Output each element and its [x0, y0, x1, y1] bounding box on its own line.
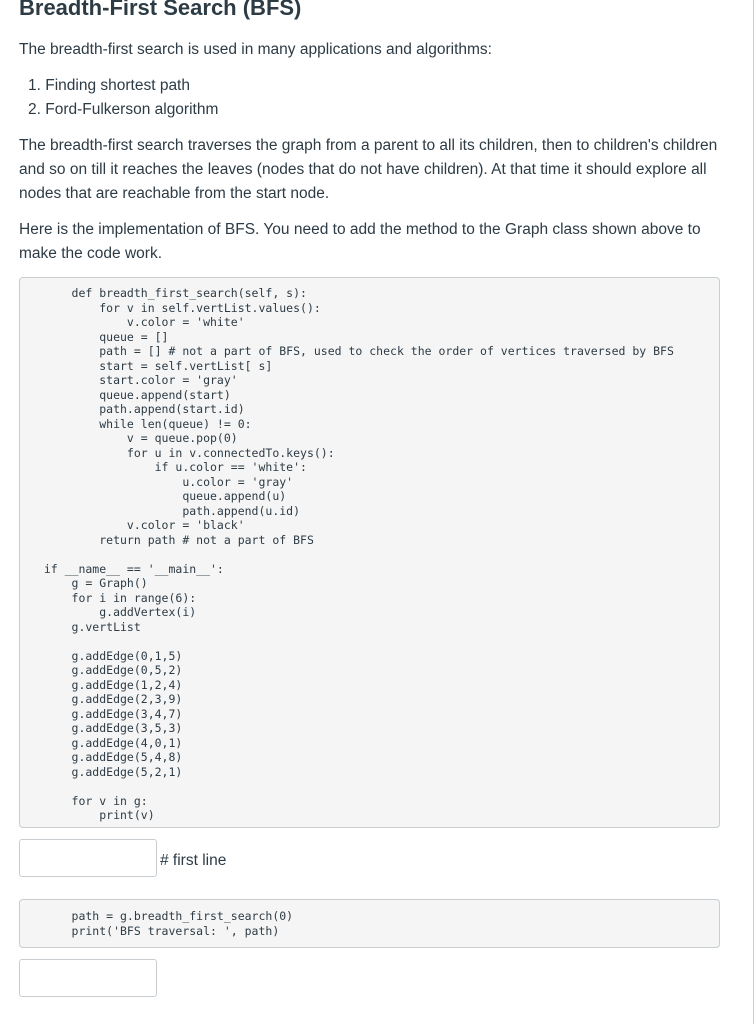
code-text: path = g.breadth_first_search(0) print('BFS traversal: ', path) [71, 909, 294, 938]
description-paragraph: The breadth-first search traverses the graph from a parent to all its children, then to children's children and so on till it reaches the leaves (nodes that do not have children). At that time it should explore all nodes that are reachable from the start node. [19, 137, 718, 202]
answer-input-1[interactable] [19, 839, 157, 877]
list-item: 2. Ford-Fulkerson algorithm [28, 101, 219, 118]
first-line-comment: # first line [160, 852, 227, 869]
applications-list [28, 74, 218, 122]
code-block-call [19, 899, 720, 948]
answer-input-2[interactable] [19, 959, 157, 997]
list-item: 1. Finding shortest path [28, 77, 190, 94]
page-title: Breadth-First Search (BFS) [19, 0, 302, 20]
intro-text: The breadth-first search is used in many applications and algorithms: [19, 41, 492, 58]
code-block-bfs [19, 277, 720, 828]
code-text: def breadth_first_search(self, s): for v in self.vertList.values(): v.color = 'white' queue = [] path = [] # not a part of BFS, used to check the order of vertices traversed by BFS start = self.vertList[ s] start.color = 'gray' queue.append(start) path.append(start.id) while len(queue) != 0: v = queue.pop(0) for u in v.connectedTo.keys(): if u.color == 'white': u.color = 'gray' queue.append(u) path.append(u.id) v.color = 'black' return path # not a part of BFS if __name__ == '__main__': g = Graph() for i in range(6): g.addVertex(i) g.vertList g.addEdge(0,1,5) g.addEdge(0,5,2) g.addEdge(1,2,4) g.addEdge(2,3,9) g.addEdge(3,4,7) g.addEdge(3,5,3) g.addEdge(4,0,1) g.addEdge(5,4,8) g.addEdge(5,2,1) for v in g: print(v) [43, 286, 674, 822]
instruction-paragraph: Here is the implementation of BFS. You need to add the method to the Graph class shown above to make the code work. [19, 221, 701, 262]
